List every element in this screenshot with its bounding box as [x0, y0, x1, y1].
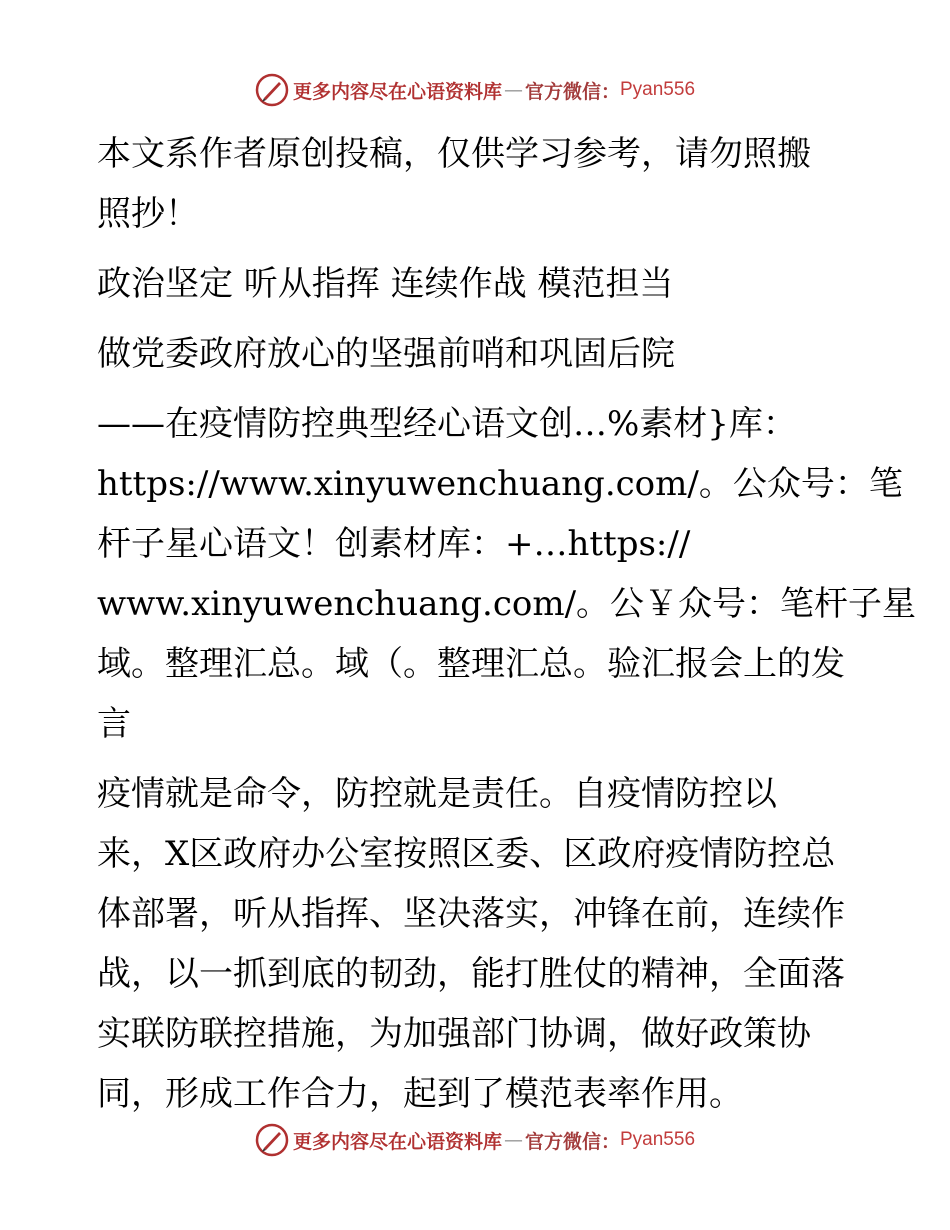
text-line: 言: [97, 704, 131, 744]
text-line: 域。整理汇总。域（。整理汇总。验汇报会上的发: [97, 644, 845, 684]
text-line: 杆子星心语文！创素材库：+…https://: [97, 524, 691, 564]
paragraph-title-2: [97, 324, 857, 384]
quill-logo-icon: [255, 1123, 289, 1157]
text-line: https://www.xinyuwenchuang.com/。公众号：笔: [97, 464, 903, 504]
text-line: 来，X区政府办公室按照区委、区政府疫情防控总: [97, 834, 836, 874]
text-line: 疫情就是命令，防控就是责任。自疫情防控以: [97, 774, 777, 814]
text-line: ——在疫情防控典型经心语文创…%素材}库：: [97, 404, 797, 444]
text-line: www.xinyuwenchuang.com/。公￥众号：笔杆子星: [97, 584, 917, 624]
text-line: 政治坚定 听从指挥 连续作战 模范担当: [97, 264, 674, 304]
paragraph-disclaimer: [97, 124, 857, 244]
text-line: 同，形成工作合力，起到了模范表率作用。: [97, 1074, 743, 1114]
quill-logo-icon: [255, 73, 289, 107]
banner-wechat-label: 官方微信：: [524, 80, 620, 103]
document-body: [97, 124, 917, 1124]
header-banner: [0, 70, 950, 110]
banner-brand: 更多内容尽在心语资料库: [292, 1130, 502, 1153]
footer-banner: [0, 1120, 950, 1160]
text-line: 体部署，听从指挥、坚决落实，冲锋在前，连续作: [97, 894, 845, 934]
banner-wechat-label: 官方微信：: [524, 1130, 620, 1153]
banner-dash: —: [503, 79, 523, 101]
text-line: 实联防联控措施，为加强部门协调，做好政策协: [97, 1014, 811, 1054]
paragraph-title-1: [97, 254, 857, 314]
paragraph-subtitle: [97, 394, 917, 754]
text-line: 战，以一抓到底的韧劲，能打胜仗的精神，全面落: [97, 954, 845, 994]
text-line: 本文系作者原创投稿，仅供学习参考，请勿照搬: [97, 134, 811, 174]
text-line: 照抄！: [97, 194, 199, 234]
text-line: 做党委政府放心的坚强前哨和巩固后院: [97, 334, 675, 374]
banner-handle: Pyan556: [620, 1129, 696, 1150]
banner-brand: 更多内容尽在心语资料库: [292, 80, 502, 103]
banner-handle: Pyan556: [620, 79, 696, 100]
banner-dash: —: [503, 1129, 523, 1151]
paragraph-body: [97, 764, 857, 1124]
